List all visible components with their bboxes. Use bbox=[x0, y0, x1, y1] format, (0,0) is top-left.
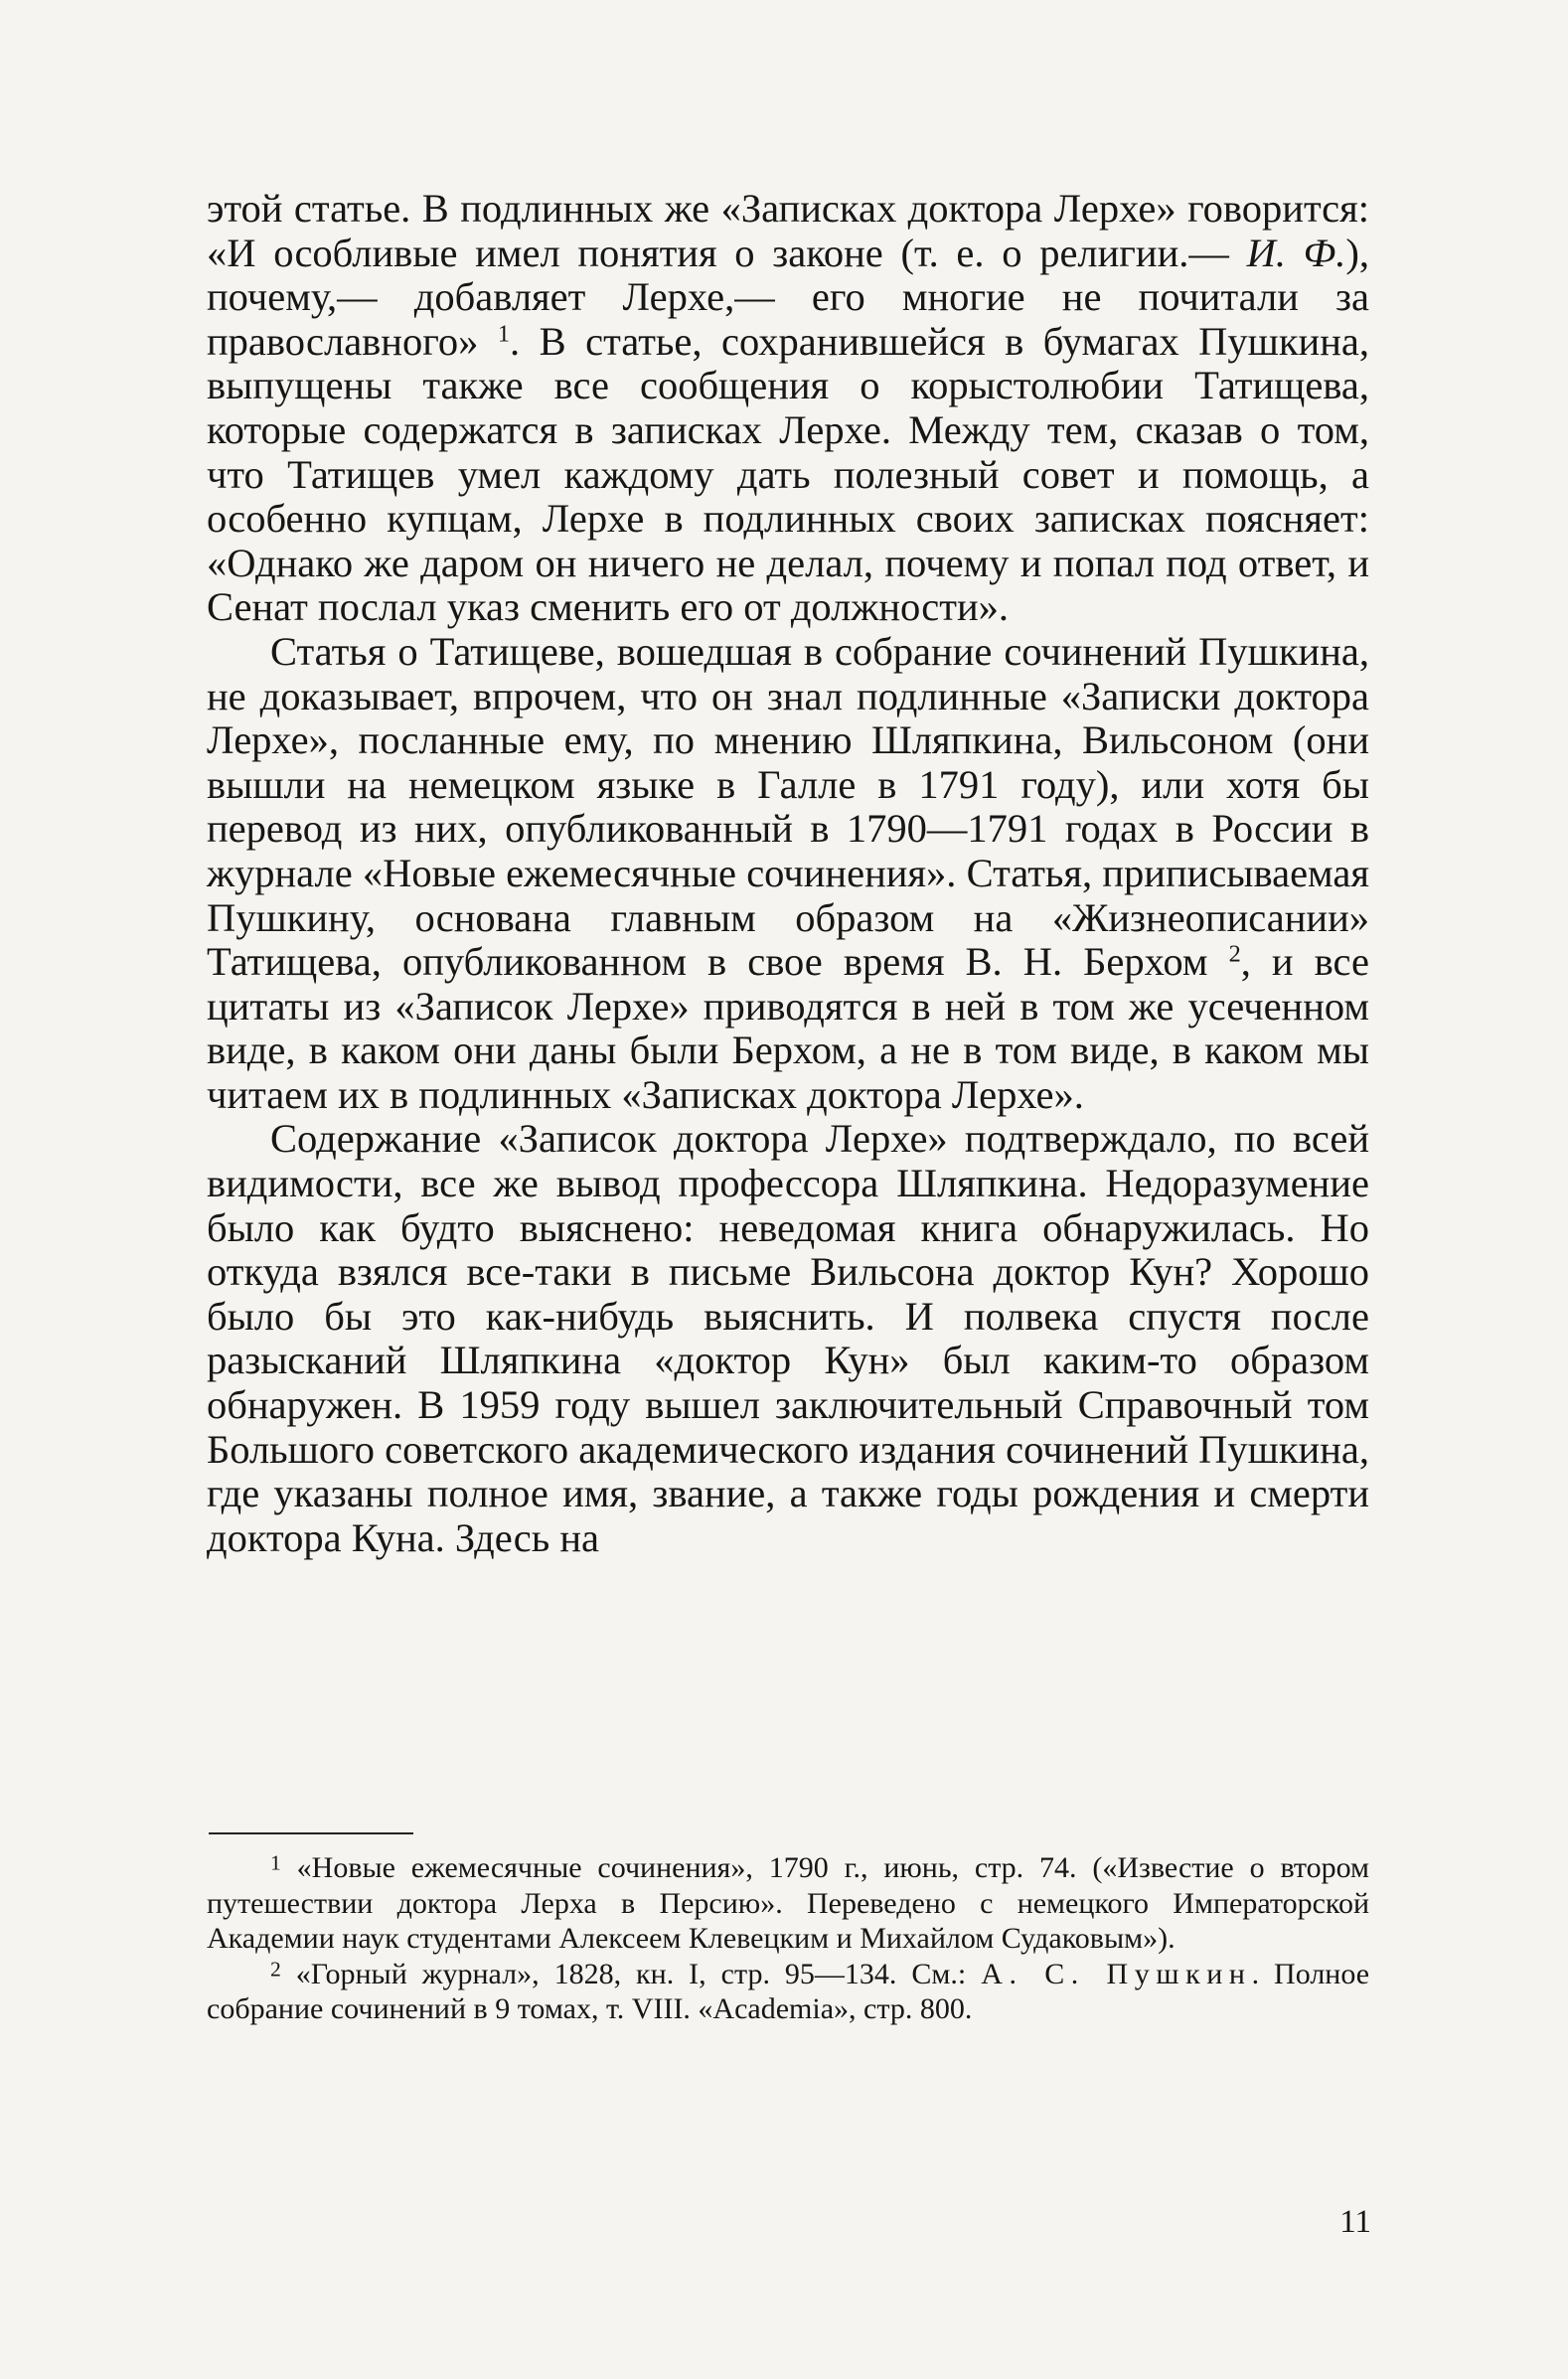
footnote-1: $^1$ «Новые ежемесячные сочинения», 1790 г., июнь, стр. 74. («Известие о втором путешествии доктора Лерха в Персию». Переведено с немецкого Императорской Академии наук студентами Алексеем Клевецким и Михайлом Судаковым»). bbox=[207, 1850, 1369, 1955]
footnote-ref-1: 1 bbox=[497, 320, 510, 348]
page-number: 11 bbox=[1339, 2204, 1371, 2240]
footnote-mark-2: 2 bbox=[270, 1956, 281, 1981]
main-text bbox=[207, 187, 1369, 1560]
paragraph-3: Содержание «Записок доктора Лерхе» подтверждало, по всей видимости, все же вывод профессора Шляпкина. Недоразумение было как будто выяснено: неведомая книга обнаружилась. Но откуда взялся все-таки в письме Вильсона доктор Кун? Хорошо было бы это как-нибудь выяснить. И полвека спустя после разысканий Шляпкина «доктор Кун» был каким-то образом обнаружен. В 1959 году вышел заключительный Справочный том Большого советского академического издания сочинений Пушкина, где указаны полное имя, звание, а также годы рождения и смерти доктора Куна. Здесь на bbox=[207, 1116, 1369, 1560]
author-initials: И. Ф. bbox=[1246, 230, 1346, 275]
paragraph-1: этой статье. В подлинных же «Записках доктора Лерхе» говорится: «И особливые имел понятия о законе (т. е. о религии.— И. Ф.), почему,— добавляет Лерхе,— его многие не почитали за православного» $^1$. В статье, сохранившейся в бумагах Пушкина, выпущены также все сообщения о корыстолюбии Татищева, которые содержатся в записках Лерхе. Между тем, сказав о том, что Татищев умел каждому дать полезный совет и помощь, а особенно купцам, Лерхе в подлинных своих записках поясняет: «Однако же даром он ничего не делал, почему и попал под ответ, и Сенат послал указ сменить его от должности». bbox=[207, 186, 1369, 630]
spaced-author-name: А. С. Пушкин bbox=[981, 1957, 1252, 1990]
paragraph-2: Статья о Татищеве, вошедшая в собрание сочинений Пушкина, не доказывает, впрочем, что он знал подлинные «Записки доктора Лерхе», посланные ему, по мнению Шляпкина, Вильсоном (они вышли на немецком языке в Галле в 1791 году), или хотя бы перевод из них, опубликованный в 1790—1791 годах в России в журнале «Новые ежемесячные сочинения». Статья, приписываемая Пушкину, основана главным образом на «Жизнеописании» Татищева, опубликованном в свое время В. Н. Берхом $^2$, и все цитаты из «Записок Лерхе» приводятся в ней в том же усеченном виде, в каком они даны были Берхом, а не в том виде, в каком мы читаем их в подлинных «Записках доктора Лерхе». bbox=[207, 628, 1369, 1117]
footnote-2: $^2$ «Горный журнал», 1828, кн. I, стр. 95—134. См.: А. С. Пушкин. Полное собрание сочинений в 9 томах, т. VIII. «Academia», стр. 800. bbox=[207, 1956, 1370, 2025]
footnote-separator bbox=[209, 1832, 413, 1834]
footnote-ref-2: 2 bbox=[1228, 940, 1241, 968]
footnote-mark-1: 1 bbox=[270, 1850, 281, 1875]
footnotes bbox=[207, 1850, 1369, 2027]
